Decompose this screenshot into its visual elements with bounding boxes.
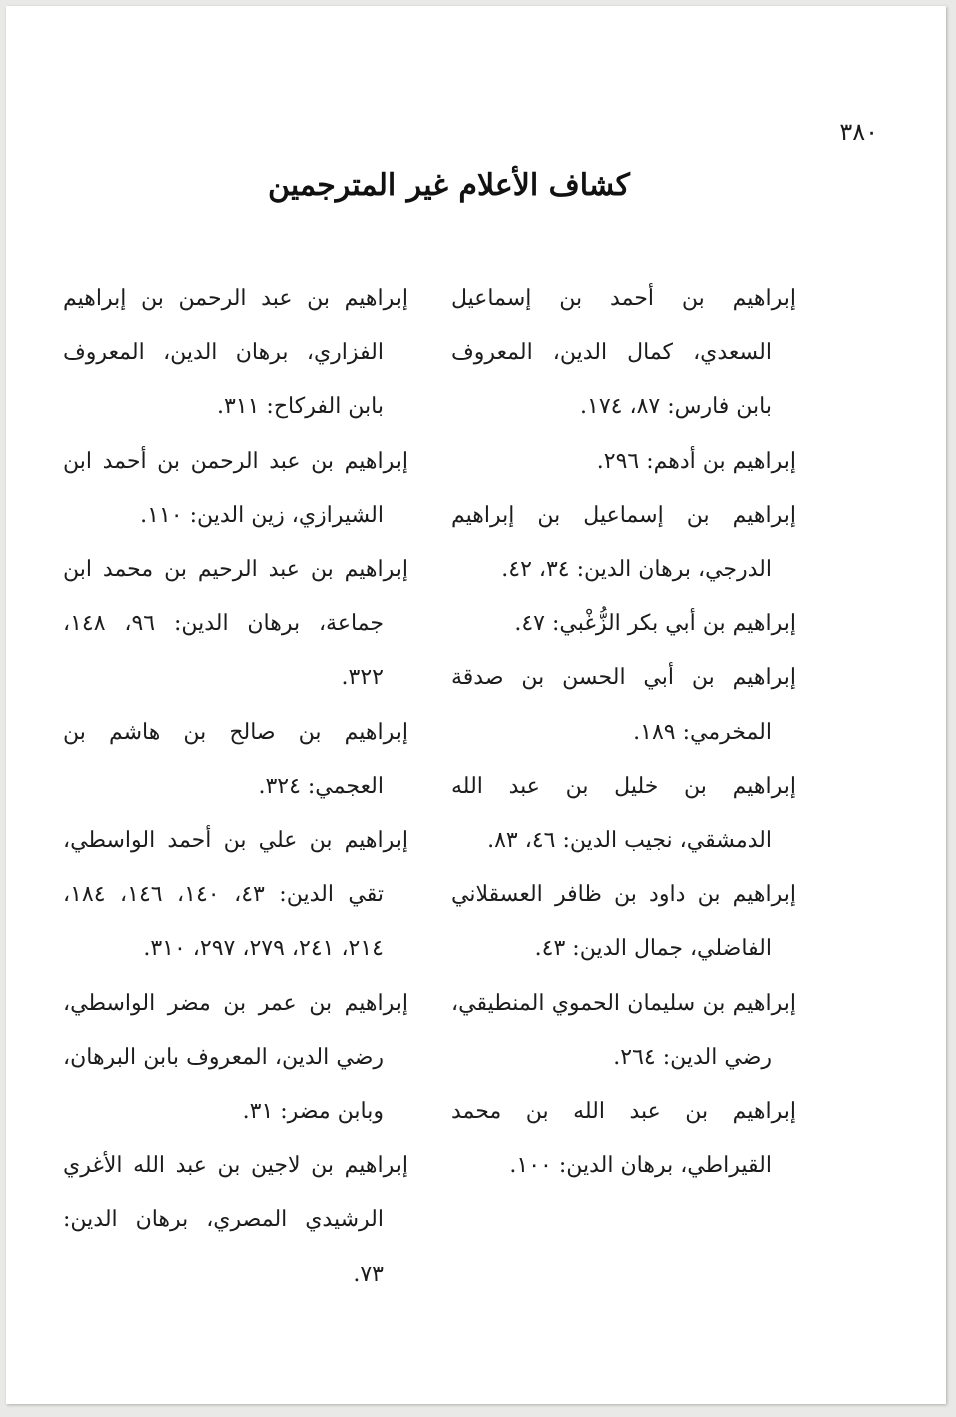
index-entry: إبراهيم بن سليمان الحموي المنطيقي، رضي الدين: ٢٦٤. bbox=[451, 990, 796, 1070]
index-entry: إبراهيم بن إسماعيل بن إبراهيم الدرجي، برهان الدين: ٣٤، ٤٢. bbox=[451, 502, 796, 583]
index-entry: إبراهيم بن عبد الرحمن بن أحمد ابن الشيرازي، زين الدين: ١١٠. bbox=[63, 448, 408, 528]
index-entry: إبراهيم بن خليل بن عبد الله الدمشقي، نجيب الدين: ٤٦، ٨٣. bbox=[451, 773, 796, 854]
index-entry: إبراهيم بن عبد الرحمن بن إبراهيم الفزاري، برهان الدين، المعروف بابن الفركاح: ٣١١. bbox=[63, 286, 408, 420]
page-number: ٣٨٠ bbox=[839, 118, 878, 146]
index-column-right bbox=[451, 272, 796, 1193]
index-entry: إبراهيم بن أبي الحسن بن صدقة المخرمي: ١٨٩. bbox=[451, 665, 796, 745]
page-title: كشاف الأعلام غير المترجمين bbox=[268, 168, 630, 203]
index-column-left bbox=[63, 272, 408, 1302]
index-entry: إبراهيم بن عبد الرحيم بن محمد ابن جماعة، برهان الدين: ٩٦، ١٤٨، ٣٢٢. bbox=[63, 557, 408, 691]
index-entry: إبراهيم بن صالح بن هاشم بن العجمي: ٣٢٤. bbox=[63, 719, 408, 799]
index-entry: إبراهيم بن داود بن ظافر العسقلاني الفاضلي، جمال الدين: ٤٣. bbox=[451, 882, 796, 962]
index-entry: إبراهيم بن عمر بن مضر الواسطي، رضي الدين، المعروف بابن البرهان، وبابن مضر: ٣١. bbox=[63, 990, 408, 1125]
index-entry: إبراهيم بن أدهم: ٢٩٦. bbox=[596, 448, 796, 474]
index-entry: إبراهيم بن عبد الله بن محمد القيراطي، برهان الدين: ١٠٠. bbox=[451, 1099, 796, 1179]
index-entry: إبراهيم بن أبي بكر الزُّغْبي: ٤٧. bbox=[514, 611, 796, 637]
index-entry: إبراهيم بن لاجين بن عبد الله الأغري الرشيدي المصري، برهان الدين: ٧٣. bbox=[63, 1153, 408, 1287]
book-page bbox=[6, 6, 946, 1404]
index-entry: إبراهيم بن أحمد بن إسماعيل السعدي، كمال الدين، المعروف بابن فارس: ٨٧، ١٧٤. bbox=[451, 286, 796, 420]
index-entry: إبراهيم بن علي بن أحمد الواسطي، تقي الدين: ٤٣، ١٤٠، ١٤٦، ١٨٤، ٢١٤، ٢٤١، ٢٧٩، ٢٩٧، ٣١٠. bbox=[63, 828, 408, 962]
